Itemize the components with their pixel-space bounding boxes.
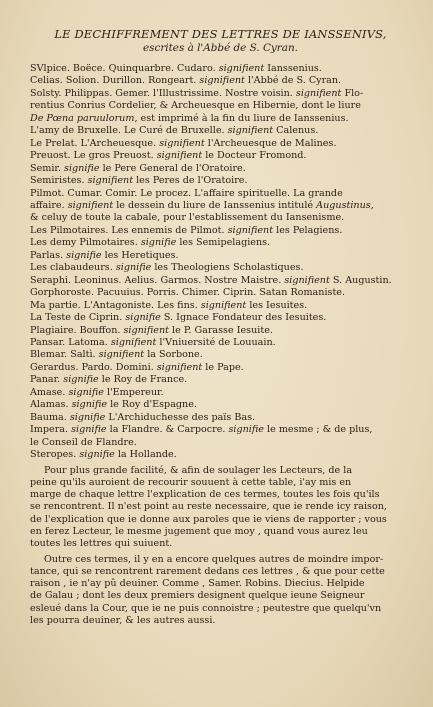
glossary-text: Semiristes. bbox=[30, 175, 88, 187]
glossary-line bbox=[30, 63, 411, 75]
glossary-text: le Pape. bbox=[202, 361, 244, 373]
glossary-keyword: signifie bbox=[68, 386, 104, 398]
glossary-text: le Conseil de Flandre. bbox=[30, 436, 137, 448]
glossary-keyword: signifient bbox=[98, 349, 145, 361]
glossary-line bbox=[30, 437, 411, 449]
paragraph-line: se rencontrent. Il n'est point au reste necessaire, que ie rende icy raison, bbox=[30, 501, 387, 513]
glossary-text: Semir. bbox=[30, 162, 65, 174]
glossary-keyword: signifient bbox=[87, 175, 134, 187]
glossary-text: Preuost. Le gros Preuost. bbox=[30, 150, 157, 162]
glossary-text: L'amy de Bruxelle. Le Curé de Bruxelle. bbox=[30, 125, 228, 137]
glossary-line bbox=[30, 188, 411, 200]
glossary-keyword: signifie bbox=[71, 424, 107, 436]
glossary-line bbox=[30, 88, 411, 100]
paragraph bbox=[30, 465, 411, 551]
glossary-line bbox=[30, 138, 411, 150]
page-title: LE DECHIFFREMENT DES LETTRES DE IANSSENIVS, bbox=[54, 27, 387, 41]
glossary-text: SVlpice. Boëce. Quinquarbre. Cudaro. bbox=[30, 63, 219, 74]
glossary-text: Impera. bbox=[30, 424, 72, 436]
glossary-text: l'Archeuesque de Malines. bbox=[204, 137, 337, 149]
glossary-text: les Semipelagiens. bbox=[176, 237, 271, 249]
glossary-line bbox=[30, 325, 411, 337]
glossary-text: le mesme ; & de plus, bbox=[263, 424, 373, 436]
glossary-text: Amase. bbox=[30, 386, 69, 398]
glossary-text: les Theologiens Scholastiques. bbox=[151, 262, 304, 274]
paragraph-line: les pourra deuiner, & les autres aussi. bbox=[30, 615, 216, 627]
glossary-text: Bauma. bbox=[30, 411, 70, 423]
glossary-text: les Peres de l'Oratoire. bbox=[133, 175, 248, 187]
glossary-line bbox=[30, 150, 411, 162]
glossary-text: La Teste de Ciprin. bbox=[30, 312, 126, 324]
explanatory-text bbox=[30, 465, 411, 628]
glossary-text: Le Prelat. L'Archeuesque. bbox=[30, 137, 160, 149]
glossary-line bbox=[30, 225, 411, 237]
glossary-text: Steropes. bbox=[30, 449, 80, 461]
paragraph-line: de Galau ; dont les deux premiers designent quelque ieune Seigneur bbox=[30, 590, 365, 602]
glossary-text: S. Augustin. bbox=[329, 274, 392, 286]
glossary-line bbox=[30, 387, 411, 399]
glossary-keyword: signifient bbox=[227, 224, 274, 236]
paragraph-line: Outre ces termes, il y en a encore quelques autres de moindre impor- bbox=[44, 553, 384, 565]
glossary-keyword: signifient bbox=[159, 137, 205, 149]
glossary-line bbox=[30, 412, 411, 424]
glossary-line bbox=[30, 237, 411, 249]
glossary-keyword: signifient bbox=[156, 361, 203, 373]
glossary-text: Panar. bbox=[30, 374, 64, 386]
glossary-text: , est imprimé à la fin du liure de Ianssenius. bbox=[134, 112, 349, 124]
glossary-line bbox=[30, 312, 411, 324]
glossary-text: rentius Conrius Cordelier, & Archeuesque en Hibernie, dont le liure bbox=[30, 100, 361, 112]
glossary-line bbox=[30, 163, 411, 175]
glossary-text: Blemar. Saltì. bbox=[30, 349, 99, 361]
glossary-keyword: signifie bbox=[115, 262, 152, 274]
glossary-line bbox=[30, 374, 411, 386]
glossary-keyword: signifie bbox=[63, 374, 99, 386]
glossary-line bbox=[30, 349, 411, 361]
glossary-keyword: signifient bbox=[200, 299, 247, 311]
glossary-line bbox=[30, 424, 411, 436]
glossary-text: & celuy de toute la cabale, pour l'establissement du Iansenisme. bbox=[30, 212, 345, 224]
glossary-text: le Roy de France. bbox=[98, 374, 188, 386]
paragraph-line: peine qu'ils auroient de recourir souuent à cette table, i'ay mis en bbox=[30, 476, 352, 488]
glossary-line bbox=[30, 100, 411, 112]
glossary-text: affaire. bbox=[30, 199, 68, 211]
glossary-text: Plagiaire. Bouffon. bbox=[30, 324, 124, 336]
glossary-text: l'Abbé de S. Cyran. bbox=[244, 75, 342, 87]
paragraph-line: esleué dans la Cour, que ie ne puis connoistre ; peutestre que quelqu'vn bbox=[30, 602, 382, 614]
glossary-line bbox=[30, 200, 411, 212]
glossary-line bbox=[30, 125, 411, 137]
glossary-keyword: signifient bbox=[67, 199, 114, 211]
paragraph bbox=[30, 554, 411, 628]
glossary-line bbox=[30, 337, 411, 349]
glossary-keyword: signifient bbox=[227, 125, 274, 137]
glossary-keyword: signifient bbox=[284, 274, 330, 286]
glossary-text: Gorphoroste. Pacuuius. Porris. Chimer. Ciprin. Satan Romaniste. bbox=[30, 287, 346, 299]
glossary-text: l'Vniuersité de Louuain. bbox=[156, 336, 276, 348]
paragraph-line: raison , ie n'ay pû deuiner. Comme , Samer. Robins. Diecius. Helpide bbox=[30, 578, 365, 590]
glossary-keyword: Augustinus, bbox=[316, 199, 374, 211]
glossary-text: Ma partie. L'Antagoniste. Les fins. bbox=[30, 299, 201, 311]
glossary-text: Flo- bbox=[341, 87, 364, 99]
paragraph-line: en ferez Lecteur, le mesme jugement que moy , quand vous aurez leu bbox=[30, 525, 368, 537]
glossary-text: le Pere General de l'Oratoire. bbox=[99, 162, 246, 174]
glossary-line bbox=[30, 399, 411, 411]
glossary-text: S. Ignace Fondateur des Iesuites. bbox=[160, 312, 327, 324]
glossary-text: Alamas. bbox=[30, 399, 72, 411]
glossary-text: le P. Garasse Iesuite. bbox=[168, 324, 273, 336]
glossary-line bbox=[30, 449, 411, 461]
glossary-text: Les Pilmotaires. Les ennemis de Pilmot. bbox=[30, 224, 228, 236]
glossary-keyword: signifie bbox=[69, 411, 106, 423]
glossary-text: le Roy d'Espagne. bbox=[107, 399, 197, 411]
glossary-text: la Sorbone. bbox=[144, 349, 203, 361]
glossary-keyword: signifient bbox=[199, 75, 245, 87]
cipher-glossary bbox=[30, 63, 411, 462]
glossary-keyword: signifie bbox=[140, 237, 177, 249]
glossary-keyword: signifie bbox=[64, 162, 100, 174]
glossary-text: Pansar. Latoma. bbox=[30, 336, 111, 348]
glossary-keyword: signifient bbox=[123, 324, 169, 336]
glossary-line bbox=[30, 275, 411, 287]
glossary-text: les Pelagiens. bbox=[273, 224, 343, 236]
glossary-text: Pilmot. Cumar. Comir. Le procez. L'affaire spirituelle. La grande bbox=[30, 187, 343, 199]
glossary-line bbox=[30, 362, 411, 374]
glossary-line bbox=[30, 262, 411, 274]
glossary-text: Solsty. Philippas. Gemer. l'Illustrissime. Nostre voisin. bbox=[30, 87, 296, 99]
glossary-keyword: signifie bbox=[66, 249, 102, 261]
glossary-line bbox=[30, 287, 411, 299]
glossary-keyword: signifie bbox=[71, 399, 108, 411]
glossary-keyword: signifient bbox=[110, 336, 157, 348]
paragraph-line: Pour plus grande facilité, & afin de soulager les Lecteurs, de la bbox=[44, 464, 353, 476]
glossary-text: L'Archiduchesse des païs Bas. bbox=[105, 411, 256, 423]
paragraph-line: tance, qui se rencontrent rarement dedans ces lettres , & que pour cette bbox=[30, 565, 385, 577]
glossary-text: Les demy Pilmotaires. bbox=[30, 237, 141, 249]
glossary-keyword: De Pœna paruulorum bbox=[30, 112, 135, 124]
glossary-text: le Docteur Fromond. bbox=[202, 150, 307, 162]
paragraph-line: de l'explication que ie donne aux paroles que ie viens de rapporter ; vous bbox=[30, 513, 387, 525]
glossary-line bbox=[30, 250, 411, 262]
glossary-keyword: signifient bbox=[295, 87, 342, 99]
glossary-text: Les clabaudeurs. bbox=[30, 262, 116, 274]
paragraph-line: marge de chaque lettre l'explication de ces termes, toutes les fois qu'ils bbox=[30, 489, 380, 501]
glossary-keyword: signifient bbox=[218, 63, 265, 74]
glossary-text: la Flandre. & Carpocre. bbox=[106, 424, 229, 436]
glossary-text: Parlas. bbox=[30, 249, 67, 261]
glossary-text: Gerardus. Pardo. Domini. bbox=[30, 361, 157, 373]
page-subtitle: escrites à l'Abbé de S. Cyran. bbox=[143, 42, 298, 54]
glossary-text: les Heretiques. bbox=[101, 249, 179, 261]
glossary-line bbox=[30, 75, 411, 87]
glossary-keyword: signifie bbox=[79, 449, 115, 461]
glossary-keyword: signifie bbox=[228, 424, 264, 436]
glossary-text: Celias. Solion. Durillon. Rongeart. bbox=[30, 75, 200, 87]
glossary-line bbox=[30, 300, 411, 312]
glossary-line bbox=[30, 212, 411, 224]
glossary-text: Seraphi. Leoninus. Aelius. Garmos. Nostre Maistre. bbox=[30, 274, 285, 286]
glossary-text: la Hollande. bbox=[114, 449, 177, 461]
glossary-keyword: signifient bbox=[156, 150, 203, 162]
glossary-line bbox=[30, 175, 411, 187]
glossary-text: Ianssenius. bbox=[264, 63, 322, 74]
glossary-text: le dessein du liure de Ianssenius intitulé bbox=[113, 199, 317, 211]
glossary-text: Calenus. bbox=[273, 125, 319, 137]
glossary-text: les Iesuites. bbox=[246, 299, 308, 311]
glossary-line bbox=[30, 113, 411, 125]
glossary-text: l'Empereur. bbox=[103, 386, 164, 398]
glossary-keyword: signifie bbox=[125, 312, 161, 324]
paragraph-line: toutes les lettres qui suiuent. bbox=[30, 538, 173, 550]
